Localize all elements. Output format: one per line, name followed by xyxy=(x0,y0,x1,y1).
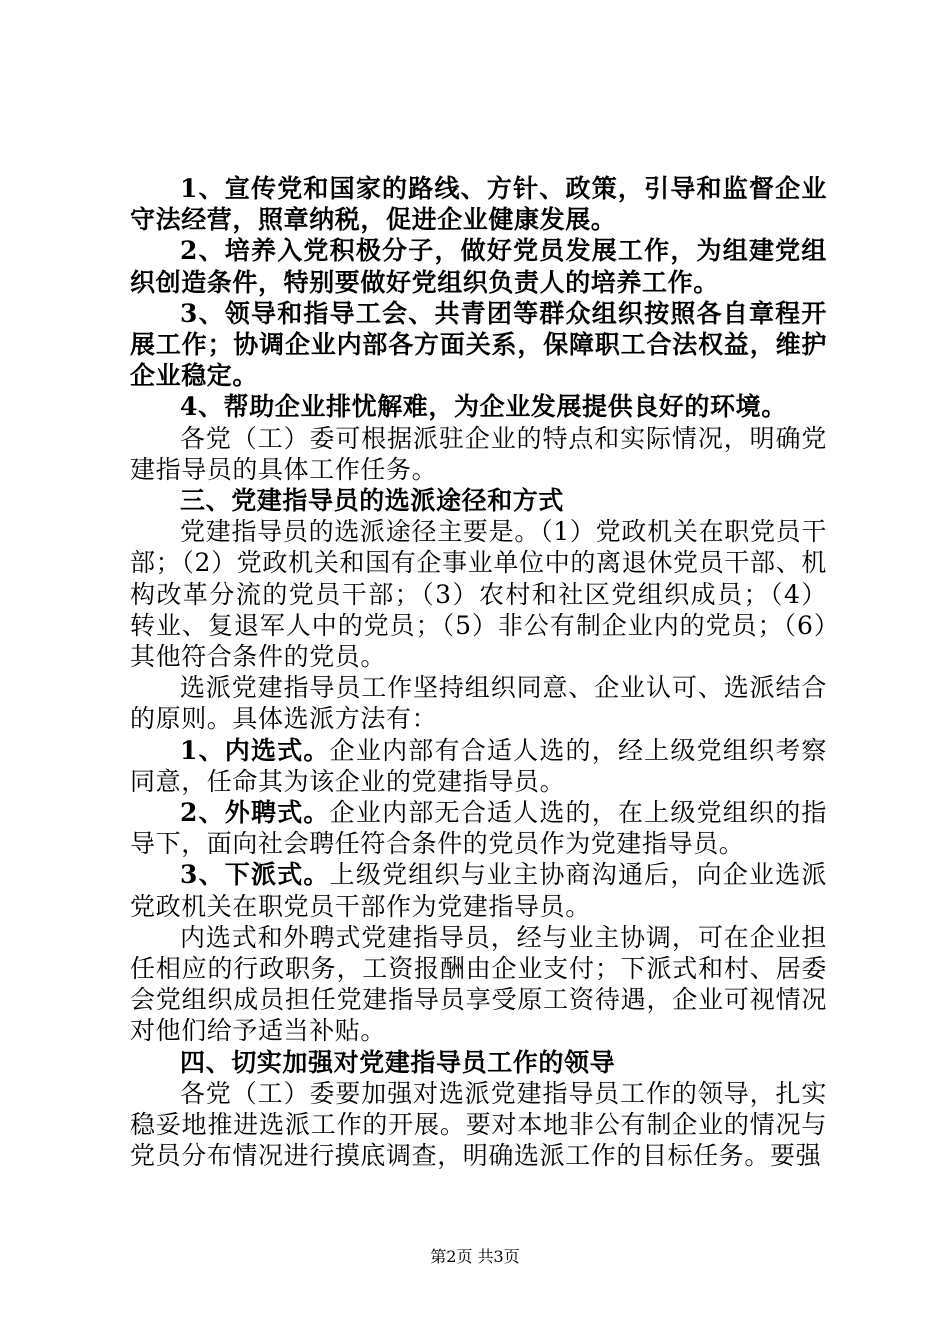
paragraph-method-external: 2、外聘式。企业内部无合适人选的，在上级党组织的指导下，面向社会聘任符合条件的党员作为党建指导员。 xyxy=(130,798,828,859)
paragraph-selection-sources: 党建指导员的选派途径主要是。（1）党政机关在职党员干部；（2）党政机关和国有企事业单位中的离退休党员干部、机构改革分流的党员干部；（3）农村和社区党组织成员；（4）转业、复退军人中的党员；（5）非公有制企业内的党员；（6）其他符合条件的党员。 xyxy=(130,517,827,672)
paragraph-duty-4: 4、帮助企业排忧解难，为企业发展提供良好的环境。 xyxy=(180,392,787,422)
paragraph-duty-1: 1、宣传党和国家的路线、方针、政策，引导和监督企业守法经营，照章纳税，促进企业健康发展。 xyxy=(130,174,827,235)
paragraph-selection-principle: 选派党建指导员工作坚持组织同意、企业认可、选派结合的原则。具体选派方法有： xyxy=(130,673,827,734)
document-body xyxy=(130,173,827,1172)
paragraph-compensation: 内选式和外聘式党建指导员，经与业主协调，可在企业担任相应的行政职务，工资报酬由企业支付；下派式和村、居委会党组织成员担任党建指导员享受原工资待遇，企业可视情况对他们给予适当补贴。 xyxy=(130,922,827,1046)
method-lead: 2、外聘式。 xyxy=(180,798,330,828)
paragraph-method-dispatch: 3、下派式。上级党组织与业主协商沟通后，向企业选派党政机关在职党员干部作为党建指导员。 xyxy=(130,860,828,921)
paragraph-duty-3: 3、领导和指导工会、共青团等群众组织按照各自章程开展工作；协调企业内部各方面关系，保障职工合法权益，维护企业稳定。 xyxy=(130,298,827,391)
paragraph-duty-2: 2、培养入党积极分子，做好党员发展工作，为组建党组织创造条件，特别要做好党组织负责人的培养工作。 xyxy=(130,236,827,297)
method-lead: 1、内选式。 xyxy=(180,735,330,765)
page-number-footer: 第2页 共3页 xyxy=(430,1247,520,1266)
section-heading-3: 三、党建指导员的选派途径和方式 xyxy=(180,486,565,516)
section-heading-4: 四、切实加强对党建指导员工作的领导 xyxy=(180,1047,616,1077)
paragraph-method-internal: 1、内选式。企业内部有合适人选的，经上级党组织考察同意，任命其为该企业的党建指导员。 xyxy=(130,735,828,796)
paragraph-task-note: 各党（工）委可根据派驻企业的特点和实际情况，明确党建指导员的具体工作任务。 xyxy=(130,423,827,484)
paragraph-leadership: 各党（工）委要加强对选派党建指导员工作的领导，扎实稳妥地推进选派工作的开展。要对本地非公有制企业的情况与党员分布情况进行摸底调查，明确选派工作的目标任务。要强 xyxy=(130,1078,827,1171)
method-lead: 3、下派式。 xyxy=(180,860,330,890)
